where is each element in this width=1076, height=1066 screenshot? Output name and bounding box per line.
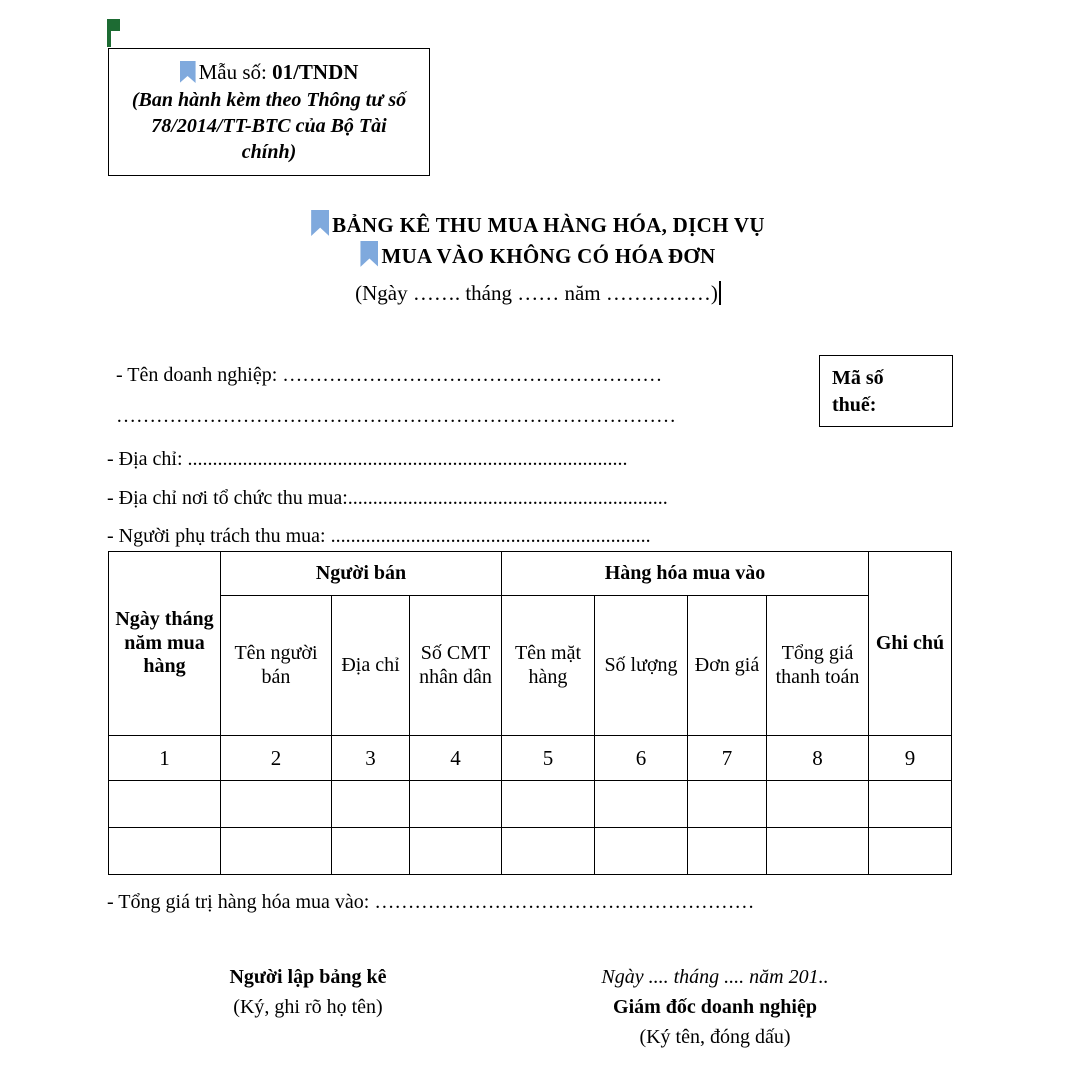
preparer-title: Người lập bảng kê	[229, 966, 387, 988]
th-notes: Ghi chú	[869, 552, 952, 736]
title-line-1: BẢNG KÊ THU MUA HÀNG HÓA, DỊCH VỤ	[332, 213, 765, 237]
table-cell[interactable]	[767, 828, 869, 875]
form-model-note: (Ban hành kèm theo Thông tư số 78/2014/TT-BTC của Bộ Tài chính)	[131, 89, 407, 164]
title-block	[0, 210, 1076, 306]
table-sub-header-row	[109, 596, 952, 736]
th-seller-id: Số CMT nhân dân	[410, 596, 502, 736]
bookmark-icon	[180, 61, 196, 83]
table-cell[interactable]	[109, 781, 221, 828]
field-company-name-cont[interactable]: …………………………………………………………………………	[116, 405, 676, 427]
form-model-code: 01/TNDN	[272, 60, 359, 84]
form-model-label: Mẫu số:	[198, 60, 267, 84]
table-row[interactable]	[109, 781, 952, 828]
col-number: 9	[869, 736, 952, 781]
table-cell[interactable]	[869, 781, 952, 828]
table-cell[interactable]	[221, 828, 332, 875]
th-unit-price: Đơn giá	[688, 596, 767, 736]
signature-block-director	[545, 962, 885, 1052]
signature-block-preparer	[153, 962, 463, 1022]
col-number: 7	[688, 736, 767, 781]
table-cell[interactable]	[688, 828, 767, 875]
col-number: 2	[221, 736, 332, 781]
th-item-name: Tên mặt hàng	[502, 596, 595, 736]
purchase-table	[108, 551, 952, 875]
table-cell[interactable]	[410, 828, 502, 875]
table-number-row	[109, 736, 952, 781]
th-total-payment: Tổng giá thanh toán	[767, 596, 869, 736]
tax-code-label-line1: Mã số	[832, 367, 884, 389]
bookmark-icon	[360, 241, 378, 267]
col-number: 4	[410, 736, 502, 781]
text-cursor	[719, 281, 721, 305]
field-company-name[interactable]: - Tên doanh nghiệp: …………………………………………………	[116, 364, 663, 386]
table-cell[interactable]	[595, 828, 688, 875]
table-group-header-row	[109, 552, 952, 596]
col-number: 1	[109, 736, 221, 781]
th-quantity: Số lượng	[595, 596, 688, 736]
form-model-line	[109, 59, 429, 85]
table-cell[interactable]	[109, 828, 221, 875]
th-seller-addr: Địa chỉ	[332, 596, 410, 736]
col-number: 3	[332, 736, 410, 781]
table-cell[interactable]	[332, 781, 410, 828]
th-purchase-date: Ngày tháng năm mua hàng	[109, 552, 221, 736]
th-group-seller: Người bán	[221, 552, 502, 596]
table-cell[interactable]	[869, 828, 952, 875]
table-cell[interactable]	[502, 828, 595, 875]
director-subtitle: (Ký tên, đóng dấu)	[639, 1026, 791, 1048]
field-total-value[interactable]: - Tổng giá trị hàng hóa mua vào: …………………………………………………	[107, 891, 755, 913]
table-cell[interactable]	[221, 781, 332, 828]
tax-code-label-line2: thuế:	[832, 394, 877, 416]
form-model-box	[108, 48, 430, 176]
table-cell[interactable]	[410, 781, 502, 828]
director-date-line: Ngày .... tháng .... năm 201..	[601, 966, 829, 988]
table-cell[interactable]	[502, 781, 595, 828]
table-cell[interactable]	[688, 781, 767, 828]
col-number: 6	[595, 736, 688, 781]
col-number: 8	[767, 736, 869, 781]
title-date-row	[0, 281, 1076, 306]
green-flag-icon	[107, 19, 120, 47]
table-cell[interactable]	[332, 828, 410, 875]
title-line-1-row	[0, 210, 1076, 241]
th-group-goods: Hàng hóa mua vào	[502, 552, 869, 596]
col-number: 5	[502, 736, 595, 781]
table-cell[interactable]	[595, 781, 688, 828]
director-title: Giám đốc doanh nghiệp	[613, 996, 817, 1018]
tax-code-box[interactable]	[819, 355, 953, 427]
table-row[interactable]	[109, 828, 952, 875]
table-cell[interactable]	[767, 781, 869, 828]
title-line-2-row	[0, 241, 1076, 272]
th-seller-name: Tên người bán	[221, 596, 332, 736]
title-date-line: (Ngày ……. tháng …… năm ……………)	[355, 280, 718, 305]
field-responsible-person[interactable]: - Người phụ trách thu mua: ................................................................	[107, 525, 651, 547]
field-address[interactable]: - Địa chỉ: ........................................................................................	[107, 448, 628, 470]
bookmark-icon	[311, 210, 329, 236]
field-purchase-place[interactable]: - Địa chỉ nơi tổ chức thu mua:................................................................	[107, 487, 668, 509]
preparer-subtitle: (Ký, ghi rõ họ tên)	[233, 996, 383, 1018]
title-line-2: MUA VÀO KHÔNG CÓ HÓA ĐƠN	[381, 243, 716, 268]
flag-banner	[111, 19, 120, 31]
